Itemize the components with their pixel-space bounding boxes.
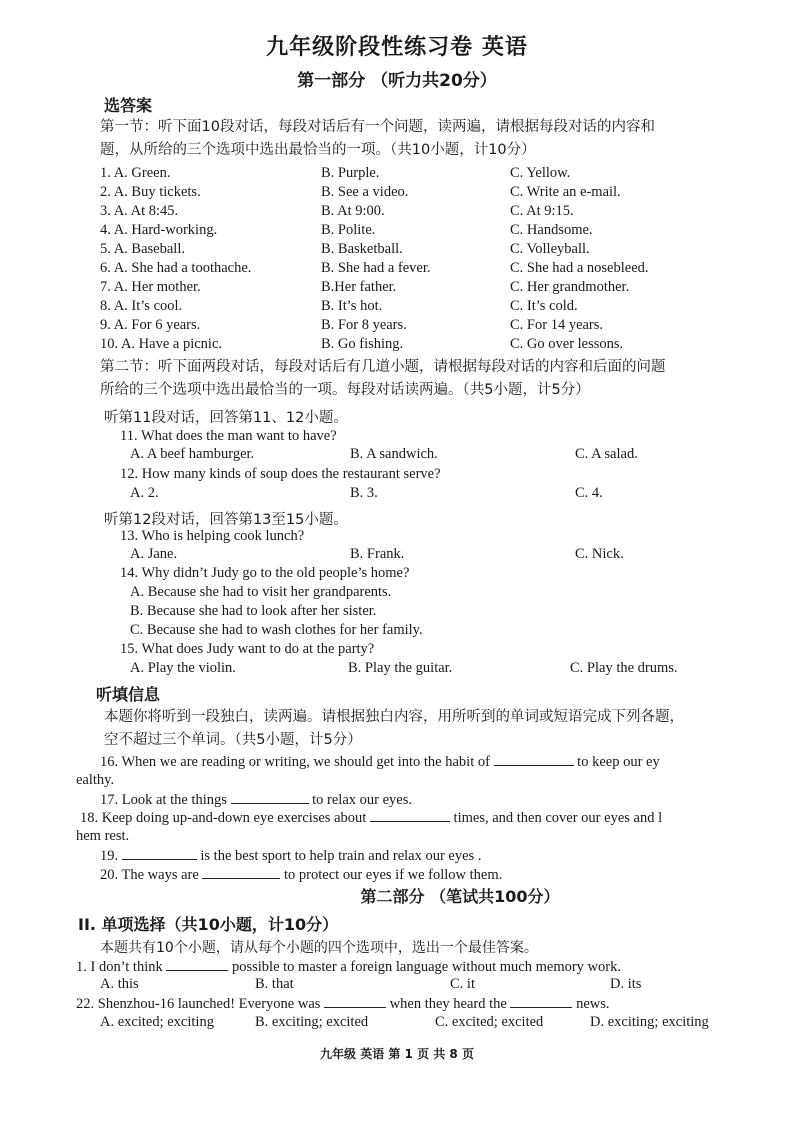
option-c: C. It’s cold. <box>510 298 578 314</box>
question-7 <box>100 279 740 298</box>
question-18 <box>80 809 662 827</box>
answer-blank-20[interactable] <box>202 866 280 879</box>
option-b: B. See a video. <box>321 184 409 200</box>
section-listen-fill: 听填信息 <box>96 685 161 704</box>
option-c: C. At 9:15. <box>510 203 574 219</box>
dialog11-note: 听第11段对话，回答第11、12小题。 <box>104 410 348 426</box>
question-12-stem: 12. How many kinds of soup does the restaurant serve? <box>120 466 441 482</box>
option-c: C. Yellow. <box>510 165 571 181</box>
single-choice-intro: 本题共有10个小题，请从每个小题的四个选项中，选出一个最佳答案。 <box>100 940 538 956</box>
question-3 <box>100 203 740 222</box>
option-b: B. Basketball. <box>321 241 403 257</box>
option-b: B. For 8 years. <box>321 317 407 333</box>
question-19 <box>100 847 481 865</box>
question-22-text: 22. Shenzhou-16 launched! Everyone was <box>76 996 321 1012</box>
question-8 <box>100 298 740 317</box>
option-a: 9. A. For 6 years. <box>100 317 201 333</box>
answer-blank-21[interactable] <box>166 958 228 971</box>
question-20-text: 20. The ways are <box>100 867 199 883</box>
option-c: C. Handsome. <box>510 222 593 238</box>
option-b: B. that <box>255 976 294 992</box>
option-d: D. its <box>610 976 642 992</box>
sec2-intro <box>100 356 720 402</box>
option-a: A. 2. <box>130 485 159 501</box>
option-b: B. 3. <box>350 485 378 501</box>
option-d: D. exciting; exciting <box>590 1014 709 1030</box>
question-18-text-end: times, and then cover our eyes and l <box>453 810 663 826</box>
question-17-text: 17. Look at the things <box>100 792 227 808</box>
question-21-text: 1. I don’t think <box>76 959 163 975</box>
answer-blank-19[interactable] <box>122 847 197 860</box>
question-16-text: 16. When we are reading or writing, we should get into the habit of <box>100 754 490 770</box>
option-a: 2. A. Buy tickets. <box>100 184 201 200</box>
question-9 <box>100 317 740 336</box>
option-b: B. Purple. <box>321 165 380 181</box>
section-choose-answers: 选答案 <box>104 96 153 115</box>
option-c: C. Her grandmother. <box>510 279 630 295</box>
question-22-options <box>100 1014 790 1033</box>
answer-blank-16[interactable] <box>494 753 574 766</box>
option-c: C. A salad. <box>575 446 638 462</box>
option-b: B. Polite. <box>321 222 376 238</box>
option-a: A. Jane. <box>130 546 178 562</box>
question-14-option-b: B. Because she had to look after her sister. <box>130 603 377 619</box>
option-a: 5. A. Baseball. <box>100 241 185 257</box>
option-a: A. A beef hamburger. <box>130 446 255 462</box>
option-a: 8. A. It’s cool. <box>100 298 183 314</box>
option-a: 1. A. Green. <box>100 165 171 181</box>
question-19-number: 19. <box>100 848 119 864</box>
sec3-intro-line1: 本题你将听到一段独白，读两遍。请根据独白内容，用所听到的单词或短语完成下列各题， <box>104 709 684 725</box>
question-20-text-end: to protect our eyes if we follow them. <box>284 867 503 883</box>
answer-blank-17[interactable] <box>231 791 309 804</box>
question-12-options <box>130 485 770 504</box>
exam-title: 九年级阶段性练习卷 英语 <box>266 35 528 60</box>
question-20 <box>100 866 502 884</box>
question-21 <box>76 958 621 976</box>
option-a: A. Play the violin. <box>130 660 236 676</box>
question-18-text: 18. Keep doing up-and-down eye exercises about <box>80 810 367 826</box>
option-c: C. Volleyball. <box>510 241 590 257</box>
question-11-stem: 11. What does the man want to have? <box>120 428 337 444</box>
option-b: B. She had a fever. <box>321 260 431 276</box>
option-b: B. Go fishing. <box>321 336 404 352</box>
option-b: B. exciting; excited <box>255 1014 369 1030</box>
option-a: 10. A. Have a picnic. <box>100 336 223 352</box>
option-a: A. excited; exciting <box>100 1014 214 1030</box>
option-a: 3. A. At 8:45. <box>100 203 179 219</box>
question-13-stem: 13. Who is helping cook lunch? <box>120 528 305 544</box>
option-b: B. It’s hot. <box>321 298 383 314</box>
question-21-options <box>100 976 740 995</box>
page-footer: 九年级 英语 第 1 页 共 8 页 <box>320 1047 474 1061</box>
sec2-intro-line2: 所给的三个选项中选出最恰当的一项。每段对话读两遍。（共5小题，计5分） <box>100 382 590 398</box>
option-b: B. A sandwich. <box>350 446 438 462</box>
question-1 <box>100 165 740 184</box>
option-c: C. Write an e-mail. <box>510 184 621 200</box>
sec3-intro-line2: 空不超过三个单词。（共5小题，计5分） <box>104 732 362 748</box>
question-16-text-end: to keep our ey <box>577 754 660 770</box>
question-17-text-end: to relax our eyes. <box>312 792 412 808</box>
question-16 <box>100 753 660 771</box>
dialog12-note: 听第12段对话，回答第13至15小题。 <box>104 512 348 528</box>
option-c: C. excited; excited <box>435 1014 544 1030</box>
option-a: 6. A. She had a toothache. <box>100 260 252 276</box>
sec2-intro-line1: 第二节：听下面两段对话，每段对话后有几道小题，请根据每段对话的内容和后面的问题 <box>100 359 666 375</box>
question-14-stem: 14. Why didn’t Judy go to the old people’s home? <box>120 565 410 581</box>
answer-blank-22b[interactable] <box>510 995 572 1008</box>
option-a: A. this <box>100 976 139 992</box>
question-14-option-c: C. Because she had to wash clothes for her family. <box>130 622 423 638</box>
option-c: C. She had a nosebleed. <box>510 260 649 276</box>
option-a: 7. A. Her mother. <box>100 279 201 295</box>
option-c: C. Nick. <box>575 546 624 562</box>
question-11-options <box>130 446 770 465</box>
answer-blank-22a[interactable] <box>324 995 386 1008</box>
question-22-text-end: news. <box>576 996 610 1012</box>
sec1-intro-line2: 题，从所给的三个选项中选出最恰当的一项。（共10小题，计10分） <box>100 142 536 158</box>
question-10 <box>100 336 740 355</box>
option-c: C. For 14 years. <box>510 317 604 333</box>
question-15-stem: 15. What does Judy want to do at the party? <box>120 641 375 657</box>
sec1-intro-line1: 第一节：听下面10段对话，每段对话后有一个问题，读两遍，请根据每段对话的内容和 <box>100 119 655 135</box>
question-15-options <box>130 660 770 679</box>
sec1-intro <box>100 116 720 162</box>
option-b: B. Play the guitar. <box>348 660 453 676</box>
answer-blank-18[interactable] <box>370 809 450 822</box>
option-a: 4. A. Hard-working. <box>100 222 218 238</box>
option-b: B. Frank. <box>350 546 405 562</box>
question-17 <box>100 791 412 809</box>
question-22 <box>76 995 610 1013</box>
question-2 <box>100 184 740 203</box>
part1-title: 第一部分 （听力共20分） <box>297 71 497 91</box>
question-18-cont: hem rest. <box>76 828 130 844</box>
question-21-text-end: possible to master a foreign language without much memory work. <box>231 959 621 975</box>
question-22-text-mid: when they heard the <box>389 996 507 1012</box>
option-c: C. it <box>450 976 475 992</box>
option-b: B. At 9:00. <box>321 203 385 219</box>
question-13-options <box>130 546 770 565</box>
question-4 <box>100 222 740 241</box>
question-16-cont: ealthy. <box>76 772 115 788</box>
section-single-choice: II. 单项选择（共10小题，计10分） <box>78 915 339 934</box>
question-14-option-a: A. Because she had to visit her grandparents. <box>130 584 392 600</box>
sec3-intro <box>104 706 724 752</box>
question-19-text: is the best sport to help train and relax our eyes . <box>200 848 482 864</box>
option-b: B.Her father. <box>321 279 397 295</box>
option-c: C. Play the drums. <box>570 660 678 676</box>
part2-title: 第二部分 （笔试共100分） <box>360 887 560 906</box>
question-6 <box>100 260 740 279</box>
option-c: C. 4. <box>575 485 603 501</box>
question-5 <box>100 241 740 260</box>
option-c: C. Go over lessons. <box>510 336 624 352</box>
